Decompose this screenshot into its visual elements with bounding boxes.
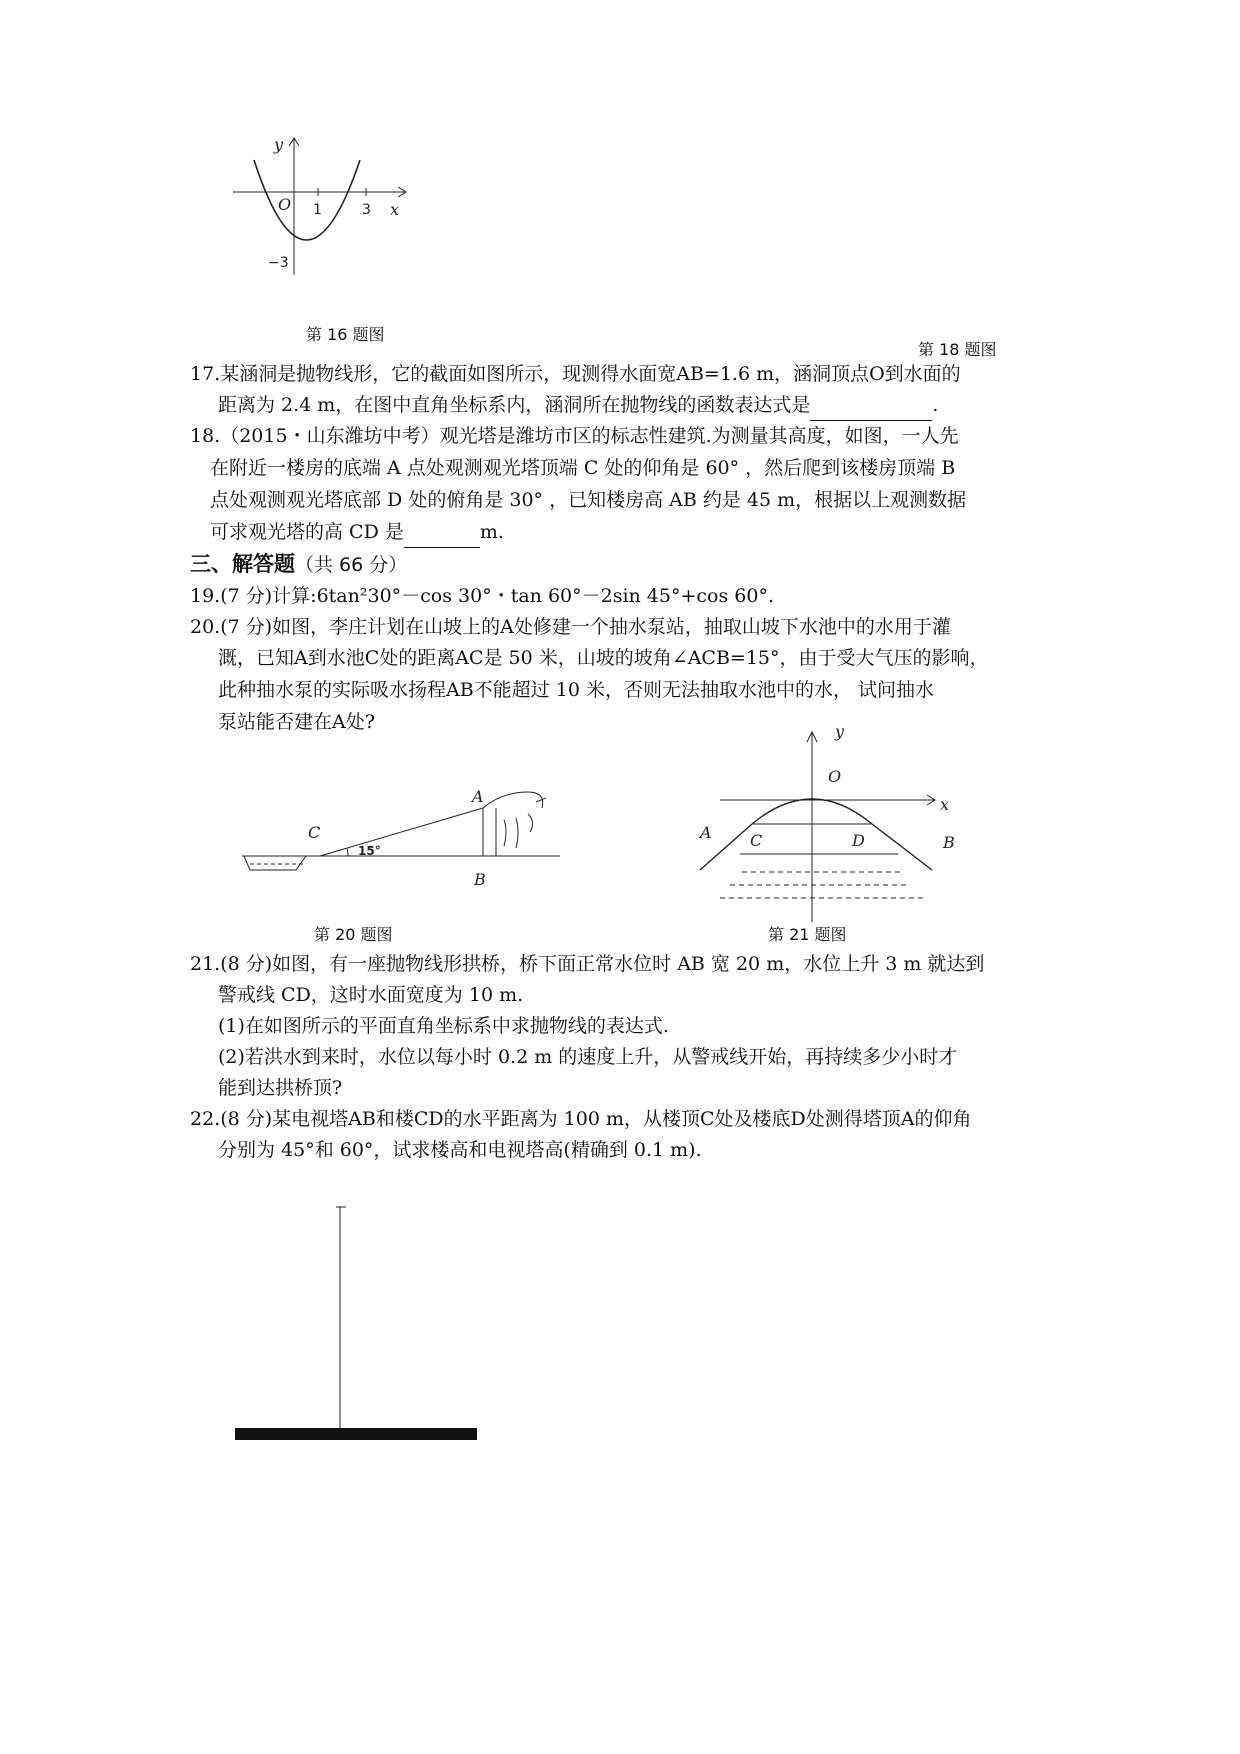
y-axis-label: y xyxy=(274,135,284,154)
point-c-label: C xyxy=(308,823,321,842)
q20-line2: 溉，已知A到水池C处的距离AC是 50 米，山坡的坡角∠ACB=15°，由于受大气压的影响， xyxy=(218,647,989,669)
q21-line5: 能到达拱桥顶? xyxy=(218,1077,343,1099)
figure-22 xyxy=(230,1195,490,1485)
origin-label: O xyxy=(828,767,842,786)
caption-fig20: 第 20 题图 xyxy=(314,925,393,944)
tick-label-3: 3 xyxy=(362,202,371,218)
tick-label-1: 1 xyxy=(313,202,322,218)
section-3-header: 三、解答题（共 66 分） xyxy=(190,552,408,576)
figure-20 xyxy=(240,770,570,920)
q22-line1: 22.(8 分)某电视塔AB和楼CD的水平距离为 100 m，从楼顶C处及楼底D处测得塔顶A的仰角 xyxy=(190,1108,972,1130)
q17-line2: 距离为 2.4 m，在图中直角坐标系内，涵洞所在抛物线的函数表达式是 . xyxy=(218,389,938,421)
point-a-label: A xyxy=(472,787,484,806)
caption-fig16: 第 16 题图 xyxy=(306,325,385,344)
angle-label: 15° xyxy=(358,844,381,858)
q17-line1: 17.某涵洞是抛物线形，它的截面如图所示，现测得水面宽AB=1.6 m，涵洞顶点O到水面的 xyxy=(190,363,961,385)
q21-line2: 警戒线 CD，这时水面宽度为 10 m. xyxy=(218,984,524,1006)
point-c-label: C xyxy=(750,831,763,850)
y-axis-label: y xyxy=(835,722,845,741)
q19-line1: 19.(7 分)计算:6tan²30°－cos 30°・tan 60°－2sin 45°+cos 60°. xyxy=(190,585,774,607)
figure-21 xyxy=(690,722,980,922)
q20-line4: 泵站能否建在A处? xyxy=(218,711,375,733)
q21-line4: (2)若洪水到来时，水位以每小时 0.2 m 的速度上升，从警戒线开始，再持续多少小时才 xyxy=(218,1046,958,1068)
caption-fig21: 第 21 题图 xyxy=(768,925,847,944)
point-b-label: B xyxy=(943,833,955,852)
q21-line3: (1)在如图所示的平面直角坐标系中求抛物线的表达式. xyxy=(218,1015,669,1037)
q20-line3: 此种抽水泵的实际吸水扬程AB不能超过 10 米，否则无法抽取水池中的水， 试问抽水 xyxy=(218,679,934,701)
tick-label-neg3: −3 xyxy=(268,255,289,271)
x-axis-label: x xyxy=(390,200,400,219)
origin-label: O xyxy=(278,195,292,214)
q18-line2: 在附近一楼房的底端 A 点处观测观光塔顶端 C 处的仰角是 60° ，然后爬到该楼房顶端 B xyxy=(210,457,956,479)
x-axis-label: x xyxy=(940,795,950,814)
q21-line1: 21.(8 分)如图，有一座抛物线形拱桥，桥下面正常水位时 AB 宽 20 m，水位上升 3 m 就达到 xyxy=(190,953,985,975)
q20-line1: 20.(7 分)如图，李庄计划在山坡上的A处修建一个抽水泵站，抽取山坡下水池中的水用于灌 xyxy=(190,616,951,638)
q18-line3: 点处观测观光塔底部 D 处的俯角是 30° ，已知楼房高 AB 约是 45 m，根据以上观测数据 xyxy=(210,489,967,511)
q22-line2: 分别为 45°和 60°，试求楼高和电视塔高(精确到 0.1 m). xyxy=(218,1139,702,1161)
caption-fig18: 第 18 题图 xyxy=(918,340,997,359)
q18-line1: 18.（2015・山东潍坊中考）观光塔是潍坊市区的标志性建筑.为测量其高度，如图，一人先 xyxy=(190,425,959,447)
point-b-label: B xyxy=(474,870,486,889)
figure-16 xyxy=(228,130,418,280)
q18-line4: 可求观光塔的高 CD 是 m. xyxy=(210,516,504,548)
point-d-label: D xyxy=(852,831,865,850)
point-a-label: A xyxy=(700,823,712,842)
